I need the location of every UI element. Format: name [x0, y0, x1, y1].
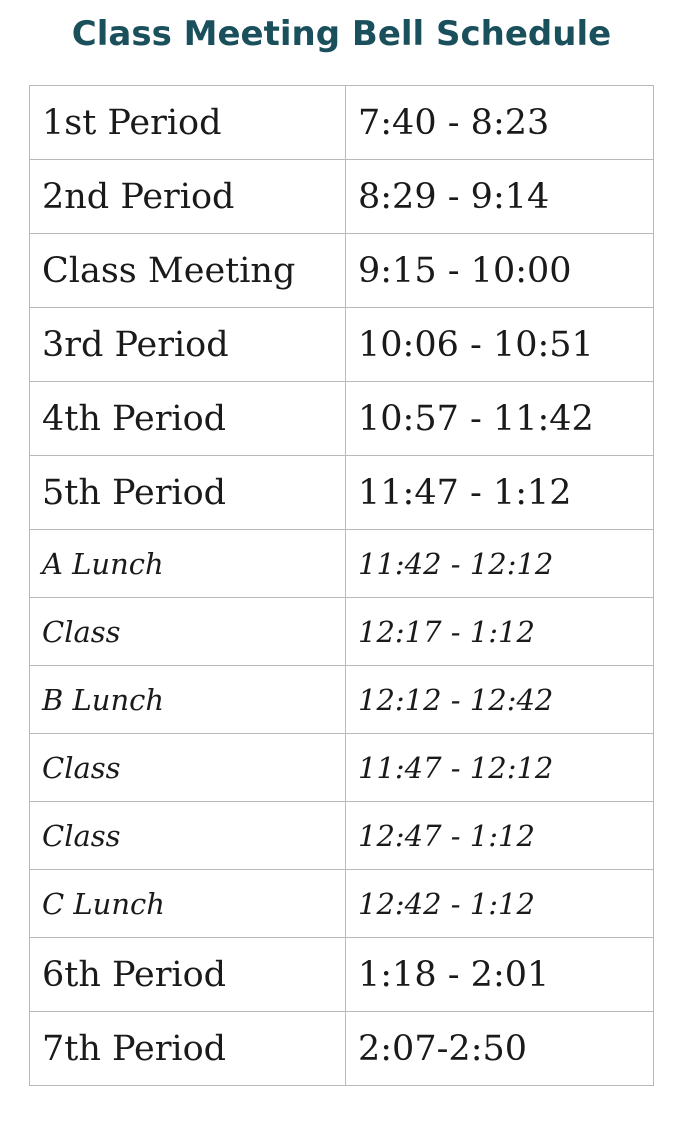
period-time-cell: 10:57 - 11:42	[346, 382, 654, 456]
period-time-cell: 7:40 - 8:23	[346, 86, 654, 160]
period-time-cell: 11:47 - 1:12	[346, 456, 654, 530]
period-time-cell: 2:07-2:50	[346, 1012, 654, 1086]
period-time-cell: 12:12 - 12:42	[346, 666, 654, 734]
period-name-cell: Class	[30, 802, 346, 870]
table-row	[30, 802, 654, 870]
period-name-cell: A Lunch	[30, 530, 346, 598]
period-time-cell: 1:18 - 2:01	[346, 938, 654, 1012]
period-name-cell: 3rd Period	[30, 308, 346, 382]
period-name-cell: 7th Period	[30, 1012, 346, 1086]
schedule-body	[30, 86, 654, 1086]
table-row	[30, 734, 654, 802]
table-row	[30, 382, 654, 456]
table-row	[30, 870, 654, 938]
table-row	[30, 160, 654, 234]
table-row	[30, 1012, 654, 1086]
period-time-cell: 11:42 - 12:12	[346, 530, 654, 598]
table-row	[30, 530, 654, 598]
period-time-cell: 12:17 - 1:12	[346, 598, 654, 666]
table-row	[30, 938, 654, 1012]
period-name-cell: Class	[30, 734, 346, 802]
period-name-cell: 5th Period	[30, 456, 346, 530]
page-title: Class Meeting Bell Schedule	[71, 14, 612, 54]
period-time-cell: 12:42 - 1:12	[346, 870, 654, 938]
table-row	[30, 86, 654, 160]
period-name-cell: B Lunch	[30, 666, 346, 734]
period-name-cell: C Lunch	[30, 870, 346, 938]
bell-schedule-table	[29, 85, 654, 1086]
period-time-cell: 12:47 - 1:12	[346, 802, 654, 870]
table-row	[30, 598, 654, 666]
table-row	[30, 666, 654, 734]
period-time-cell: 10:06 - 10:51	[346, 308, 654, 382]
period-time-cell: 9:15 - 10:00	[346, 234, 654, 308]
period-name-cell: Class Meeting	[30, 234, 346, 308]
period-name-cell: Class	[30, 598, 346, 666]
period-name-cell: 2nd Period	[30, 160, 346, 234]
period-name-cell: 4th Period	[30, 382, 346, 456]
period-name-cell: 1st Period	[30, 86, 346, 160]
period-time-cell: 11:47 - 12:12	[346, 734, 654, 802]
period-name-cell: 6th Period	[30, 938, 346, 1012]
table-row	[30, 234, 654, 308]
period-time-cell: 8:29 - 9:14	[346, 160, 654, 234]
table-row	[30, 456, 654, 530]
table-row	[30, 308, 654, 382]
